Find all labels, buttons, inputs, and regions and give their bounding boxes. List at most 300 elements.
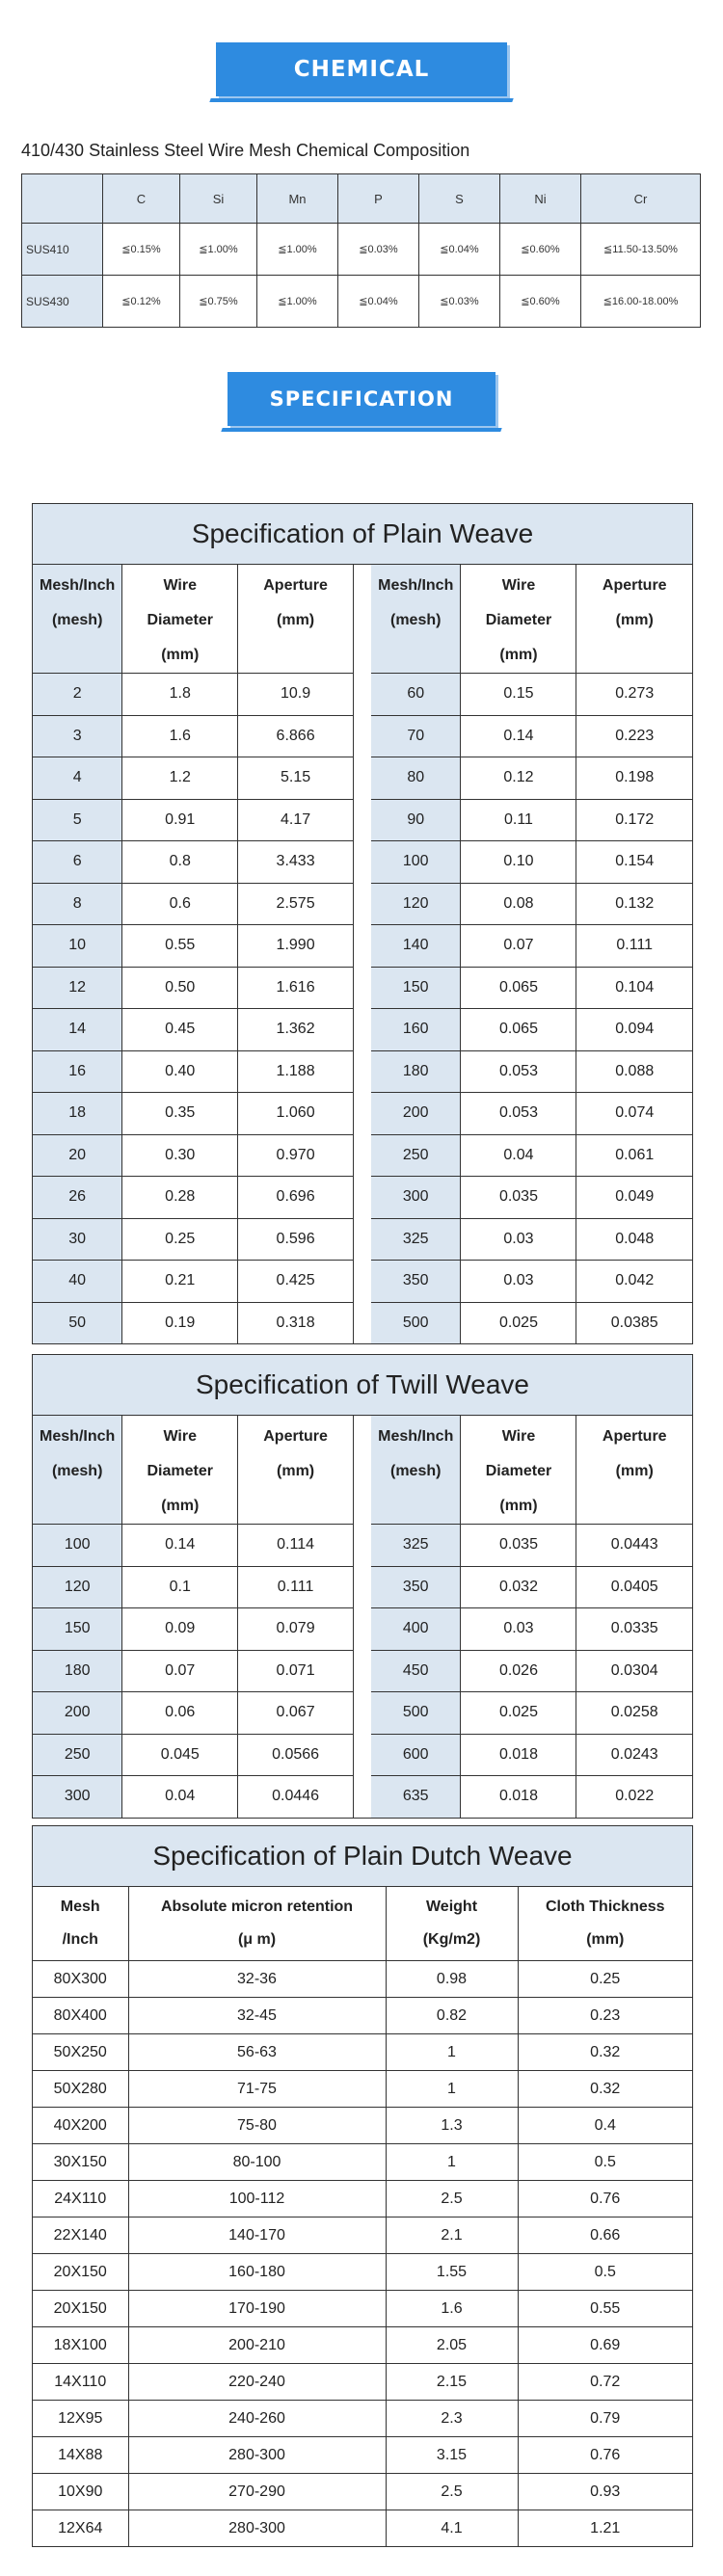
mesh-cell: 350 bbox=[371, 1261, 461, 1303]
table-row bbox=[33, 883, 354, 925]
column-header-line: (mm) bbox=[277, 1463, 315, 1479]
mesh-cell: 400 bbox=[371, 1608, 461, 1651]
column-header-line: (mesh) bbox=[51, 612, 103, 628]
table-cell: 0.76 bbox=[518, 2181, 692, 2217]
table-cell: 12X95 bbox=[33, 2401, 128, 2437]
table-row bbox=[371, 925, 692, 968]
table-cell: 0.045 bbox=[122, 1734, 238, 1776]
table-row bbox=[33, 2327, 692, 2364]
table-cell: 0.104 bbox=[576, 967, 692, 1009]
table-header-row bbox=[33, 1887, 692, 1961]
table-cell: 0.14 bbox=[461, 715, 576, 757]
table-row bbox=[371, 1608, 692, 1651]
mesh-cell: 140 bbox=[371, 925, 461, 968]
mesh-cell: 2 bbox=[33, 674, 122, 716]
table-cell: 1.6 bbox=[122, 715, 238, 757]
table-cell: 22X140 bbox=[33, 2217, 128, 2254]
column-header bbox=[518, 1887, 692, 1961]
table-cell: 0.19 bbox=[122, 1302, 238, 1343]
column-header bbox=[238, 565, 354, 674]
column-header bbox=[122, 1416, 238, 1525]
table-cell: 0.0258 bbox=[576, 1692, 692, 1735]
mesh-cell: 300 bbox=[33, 1776, 122, 1818]
table-cell: 140-170 bbox=[128, 2217, 386, 2254]
table-cell: 240-260 bbox=[128, 2401, 386, 2437]
table-row bbox=[33, 2291, 692, 2327]
table-cell: 0.079 bbox=[238, 1608, 354, 1651]
table-row bbox=[33, 967, 354, 1009]
table-cell: 0.970 bbox=[238, 1134, 354, 1177]
table-cell: 0.049 bbox=[576, 1177, 692, 1219]
column-header: Cr bbox=[581, 174, 701, 224]
table-cell: 0.03 bbox=[461, 1218, 576, 1261]
mesh-cell: 40 bbox=[33, 1261, 122, 1303]
mesh-cell: 26 bbox=[33, 1177, 122, 1219]
table-cell: 14X110 bbox=[33, 2364, 128, 2401]
mesh-cell: 200 bbox=[371, 1093, 461, 1135]
twill-weave-table-right bbox=[371, 1416, 692, 1818]
mesh-cell: 60 bbox=[371, 674, 461, 716]
table-cell: 0.15 bbox=[461, 674, 576, 716]
specification-banner: SPECIFICATION bbox=[228, 372, 495, 426]
table-row bbox=[33, 757, 354, 800]
plain-dutch-weave-section bbox=[32, 1825, 693, 2547]
table-row bbox=[22, 224, 701, 276]
mesh-cell: 8 bbox=[33, 883, 122, 925]
table-row bbox=[22, 276, 701, 328]
column-header-line: Aperture bbox=[602, 1428, 667, 1445]
table-cell: 1.060 bbox=[238, 1093, 354, 1135]
table-cell: 1.21 bbox=[518, 2510, 692, 2547]
mesh-cell: 120 bbox=[33, 1566, 122, 1608]
table-cell: 0.223 bbox=[576, 715, 692, 757]
table-cell: 56-63 bbox=[128, 2034, 386, 2071]
table-cell: 0.032 bbox=[461, 1566, 576, 1608]
column-header-line: (mm) bbox=[161, 647, 200, 663]
table-cell: 0.018 bbox=[461, 1734, 576, 1776]
table-cell: 1.362 bbox=[238, 1009, 354, 1051]
table-row bbox=[371, 1734, 692, 1776]
twill-weave-section bbox=[32, 1354, 693, 1819]
table-cell: 0.065 bbox=[461, 967, 576, 1009]
table-row bbox=[33, 2217, 692, 2254]
table-cell: 1.990 bbox=[238, 925, 354, 968]
table-row bbox=[33, 1261, 354, 1303]
table-cell: 0.55 bbox=[122, 925, 238, 968]
table-row bbox=[33, 2181, 692, 2217]
table-row bbox=[371, 883, 692, 925]
table-cell: 0.132 bbox=[576, 883, 692, 925]
column-header-line: (mm) bbox=[615, 1463, 654, 1479]
column-header bbox=[128, 1887, 386, 1961]
table-cell: 0.11 bbox=[461, 799, 576, 841]
table-cell: 1 bbox=[386, 2034, 518, 2071]
table-row bbox=[33, 1566, 354, 1608]
table-cell: 10X90 bbox=[33, 2474, 128, 2510]
table-cell: 0.10 bbox=[461, 841, 576, 884]
table-cell: 1.55 bbox=[386, 2254, 518, 2291]
table-header-row bbox=[33, 565, 354, 674]
table-cell: ≦0.04% bbox=[338, 276, 419, 328]
plain-weave-title: Specification of Plain Weave bbox=[33, 504, 692, 565]
mesh-cell: 250 bbox=[33, 1734, 122, 1776]
mesh-cell: 5 bbox=[33, 799, 122, 841]
table-cell: 30X150 bbox=[33, 2144, 128, 2181]
table-row bbox=[371, 799, 692, 841]
table-cell: 0.8 bbox=[122, 841, 238, 884]
column-header-line: (mm) bbox=[499, 1498, 538, 1514]
column-header-line: Wire bbox=[501, 1428, 536, 1445]
column-header bbox=[33, 565, 122, 674]
table-cell: ≦16.00-18.00% bbox=[581, 276, 701, 328]
column-header: P bbox=[338, 174, 419, 224]
mesh-cell: 160 bbox=[371, 1009, 461, 1051]
mesh-cell: 180 bbox=[371, 1050, 461, 1093]
table-row bbox=[33, 1734, 354, 1776]
column-header bbox=[238, 1416, 354, 1525]
table-row bbox=[33, 2071, 692, 2108]
mesh-cell: 120 bbox=[371, 883, 461, 925]
table-row bbox=[33, 2034, 692, 2071]
table-row bbox=[33, 1650, 354, 1692]
table-cell: 0.1 bbox=[122, 1566, 238, 1608]
table-cell: 0.0243 bbox=[576, 1734, 692, 1776]
table-cell: 100-112 bbox=[128, 2181, 386, 2217]
table-row bbox=[371, 674, 692, 716]
column-header bbox=[122, 565, 238, 674]
table-cell: 0.72 bbox=[518, 2364, 692, 2401]
column-header bbox=[371, 1416, 461, 1525]
table-cell: 0.074 bbox=[576, 1093, 692, 1135]
table-cell: 0.32 bbox=[518, 2034, 692, 2071]
table-row bbox=[371, 1009, 692, 1051]
table-cell: 0.053 bbox=[461, 1093, 576, 1135]
table-cell: ≦1.00% bbox=[257, 276, 338, 328]
table-cell: ≦0.03% bbox=[338, 224, 419, 276]
table-cell: 0.79 bbox=[518, 2401, 692, 2437]
table-cell: 280-300 bbox=[128, 2437, 386, 2474]
column-header-line: Aperture bbox=[263, 1428, 328, 1445]
table-cell: 0.065 bbox=[461, 1009, 576, 1051]
table-cell: 0.21 bbox=[122, 1261, 238, 1303]
table-cell: 0.053 bbox=[461, 1050, 576, 1093]
table-cell: 32-45 bbox=[128, 1998, 386, 2034]
column-header: C bbox=[103, 174, 180, 224]
column-header-line: /Inch bbox=[62, 1931, 98, 1948]
table-cell: 1 bbox=[386, 2071, 518, 2108]
table-cell: 0.0566 bbox=[238, 1734, 354, 1776]
table-cell: 0.025 bbox=[461, 1302, 576, 1343]
table-row bbox=[33, 1776, 354, 1818]
table-cell: 0.696 bbox=[238, 1177, 354, 1219]
table-cell: 0.071 bbox=[238, 1650, 354, 1692]
table-row bbox=[33, 841, 354, 884]
chemical-composition-table bbox=[21, 173, 701, 328]
table-cell: 2.3 bbox=[386, 2401, 518, 2437]
column-header-line: Diameter bbox=[147, 612, 213, 628]
table-row bbox=[33, 925, 354, 968]
plain-weave-table-right bbox=[371, 565, 692, 1343]
column-header-line: Wire bbox=[163, 1428, 197, 1445]
table-row bbox=[33, 2254, 692, 2291]
mesh-cell: 4 bbox=[33, 757, 122, 800]
table-cell: 0.93 bbox=[518, 2474, 692, 2510]
mesh-cell: 500 bbox=[371, 1302, 461, 1343]
mesh-cell: 250 bbox=[371, 1134, 461, 1177]
column-header-line: Weight bbox=[425, 1899, 478, 1915]
mesh-cell: 325 bbox=[371, 1218, 461, 1261]
column-header-line: (μ m) bbox=[237, 1931, 277, 1948]
column-header: S bbox=[419, 174, 500, 224]
table-row bbox=[371, 1650, 692, 1692]
table-cell: 0.69 bbox=[518, 2327, 692, 2364]
table-cell: 20X150 bbox=[33, 2291, 128, 2327]
mesh-cell: 12 bbox=[33, 967, 122, 1009]
table-cell: 2.575 bbox=[238, 883, 354, 925]
table-header-row bbox=[371, 1416, 692, 1525]
mesh-cell: 6 bbox=[33, 841, 122, 884]
table-header-row bbox=[33, 1416, 354, 1525]
table-cell: 0.0443 bbox=[576, 1525, 692, 1567]
column-header-line: (mesh) bbox=[51, 1463, 103, 1479]
table-row bbox=[33, 2401, 692, 2437]
table-cell: 0.022 bbox=[576, 1776, 692, 1818]
table-cell: ≦0.15% bbox=[103, 224, 180, 276]
table-row bbox=[371, 841, 692, 884]
table-row bbox=[371, 967, 692, 1009]
twill-weave-table-left bbox=[33, 1416, 354, 1818]
table-cell: 0.596 bbox=[238, 1218, 354, 1261]
column-header bbox=[371, 565, 461, 674]
column-header bbox=[33, 1887, 128, 1961]
table-cell: 220-240 bbox=[128, 2364, 386, 2401]
column-header-line: (mm) bbox=[615, 612, 654, 628]
plain-weave-section bbox=[32, 503, 693, 1344]
table-cell: 50X250 bbox=[33, 2034, 128, 2071]
table-cell: 0.82 bbox=[386, 1998, 518, 2034]
table-cell: 2.05 bbox=[386, 2327, 518, 2364]
column-header-line: Diameter bbox=[485, 1463, 552, 1479]
table-cell: 1.3 bbox=[386, 2108, 518, 2144]
table-row bbox=[33, 2474, 692, 2510]
table-cell: 80X300 bbox=[33, 1961, 128, 1998]
row-header: SUS410 bbox=[22, 224, 103, 276]
column-header-line: Mesh bbox=[60, 1899, 100, 1915]
table-row bbox=[33, 1009, 354, 1051]
table-cell: 0.5 bbox=[518, 2144, 692, 2181]
table-row bbox=[33, 1525, 354, 1567]
mesh-cell: 300 bbox=[371, 1177, 461, 1219]
column-header-line: (mesh) bbox=[390, 1463, 442, 1479]
table-cell: 0.07 bbox=[122, 1650, 238, 1692]
table-cell: 0.111 bbox=[238, 1566, 354, 1608]
mesh-cell: 200 bbox=[33, 1692, 122, 1735]
table-row bbox=[33, 2144, 692, 2181]
table-cell: 10.9 bbox=[238, 674, 354, 716]
table-cell: 0.03 bbox=[461, 1261, 576, 1303]
table-row bbox=[33, 1218, 354, 1261]
table-cell: 0.172 bbox=[576, 799, 692, 841]
table-row bbox=[371, 1566, 692, 1608]
table-cell: ≦0.12% bbox=[103, 276, 180, 328]
table-row bbox=[371, 1302, 692, 1343]
table-cell: 0.76 bbox=[518, 2437, 692, 2474]
chemical-composition-banner: CHEMICAL COMPOSITION bbox=[216, 42, 507, 96]
mesh-cell: 3 bbox=[33, 715, 122, 757]
table-cell: 32-36 bbox=[128, 1961, 386, 1998]
table-cell: 0.66 bbox=[518, 2217, 692, 2254]
table-row bbox=[33, 1302, 354, 1343]
column-header bbox=[33, 1416, 122, 1525]
table-row bbox=[33, 1093, 354, 1135]
column-header-line: Wire bbox=[163, 577, 197, 594]
table-cell: 80-100 bbox=[128, 2144, 386, 2181]
table-cell: 0.198 bbox=[576, 757, 692, 800]
column-header-line: Diameter bbox=[485, 612, 552, 628]
mesh-cell: 325 bbox=[371, 1525, 461, 1567]
table-cell: 160-180 bbox=[128, 2254, 386, 2291]
table-cell: 40X200 bbox=[33, 2108, 128, 2144]
column-header-line: (mm) bbox=[161, 1498, 200, 1514]
table-cell: 24X110 bbox=[33, 2181, 128, 2217]
table-cell: 0.07 bbox=[461, 925, 576, 968]
chemical-composition-caption: 410/430 Stainless Steel Wire Mesh Chemical Composition bbox=[21, 141, 470, 160]
table-row bbox=[371, 1776, 692, 1818]
table-cell: 4.1 bbox=[386, 2510, 518, 2547]
table-cell: 0.32 bbox=[518, 2071, 692, 2108]
mesh-cell: 150 bbox=[33, 1608, 122, 1651]
table-cell: 0.30 bbox=[122, 1134, 238, 1177]
table-row bbox=[371, 1692, 692, 1735]
mesh-cell: 70 bbox=[371, 715, 461, 757]
table-row bbox=[371, 1218, 692, 1261]
table-row bbox=[33, 1134, 354, 1177]
twill-weave-title: Specification of Twill Weave bbox=[33, 1355, 692, 1416]
table-cell: 0.0446 bbox=[238, 1776, 354, 1818]
table-row bbox=[371, 1134, 692, 1177]
table-cell: 2.15 bbox=[386, 2364, 518, 2401]
mesh-cell: 18 bbox=[33, 1093, 122, 1135]
table-cell: 0.061 bbox=[576, 1134, 692, 1177]
column-header-line: Mesh/Inch bbox=[40, 577, 116, 594]
table-cell: 0.98 bbox=[386, 1961, 518, 1998]
table-cell: 20X150 bbox=[33, 2254, 128, 2291]
plain-weave-table-left bbox=[33, 565, 354, 1343]
column-header-line: Diameter bbox=[147, 1463, 213, 1479]
column-header-line: Mesh/Inch bbox=[378, 1428, 454, 1445]
table-cell: 0.08 bbox=[461, 883, 576, 925]
table-cell: 0.0385 bbox=[576, 1302, 692, 1343]
mesh-cell: 150 bbox=[371, 967, 461, 1009]
column-header: Si bbox=[180, 174, 257, 224]
table-row bbox=[33, 799, 354, 841]
column-header-line: Mesh/Inch bbox=[40, 1428, 116, 1445]
table-cell: 0.35 bbox=[122, 1093, 238, 1135]
table-cell: 0.0335 bbox=[576, 1608, 692, 1651]
table-cell: ≦0.04% bbox=[419, 224, 500, 276]
table-cell: 170-190 bbox=[128, 2291, 386, 2327]
table-cell: 0.14 bbox=[122, 1525, 238, 1567]
column-header-line: Aperture bbox=[602, 577, 667, 594]
table-cell: 3.433 bbox=[238, 841, 354, 884]
table-row bbox=[371, 1050, 692, 1093]
mesh-cell: 20 bbox=[33, 1134, 122, 1177]
table-cell: 1 bbox=[386, 2144, 518, 2181]
table-cell: 1.6 bbox=[386, 2291, 518, 2327]
column-header bbox=[461, 1416, 576, 1525]
table-cell: 0.048 bbox=[576, 1218, 692, 1261]
table-cell: 0.425 bbox=[238, 1261, 354, 1303]
table-cell: 0.067 bbox=[238, 1692, 354, 1735]
row-header: SUS430 bbox=[22, 276, 103, 328]
table-cell: 0.088 bbox=[576, 1050, 692, 1093]
table-cell: 0.273 bbox=[576, 674, 692, 716]
table-cell: 6.866 bbox=[238, 715, 354, 757]
table-row bbox=[33, 2364, 692, 2401]
table-cell: 0.45 bbox=[122, 1009, 238, 1051]
column-header: Ni bbox=[500, 174, 581, 224]
table-cell: ≦0.60% bbox=[500, 276, 581, 328]
table-cell: 0.025 bbox=[461, 1692, 576, 1735]
table-cell: 3.15 bbox=[386, 2437, 518, 2474]
table-cell: 12X64 bbox=[33, 2510, 128, 2547]
mesh-cell: 100 bbox=[371, 841, 461, 884]
mesh-cell: 14 bbox=[33, 1009, 122, 1051]
mesh-cell: 80 bbox=[371, 757, 461, 800]
table-cell: 0.114 bbox=[238, 1525, 354, 1567]
table-row bbox=[33, 2108, 692, 2144]
mesh-cell: 500 bbox=[371, 1692, 461, 1735]
table-cell: 0.111 bbox=[576, 925, 692, 968]
table-cell: 0.04 bbox=[461, 1134, 576, 1177]
column-header: Mn bbox=[257, 174, 338, 224]
table-cell: 0.042 bbox=[576, 1261, 692, 1303]
table-row bbox=[33, 2510, 692, 2547]
column-header bbox=[576, 1416, 692, 1525]
mesh-cell: 30 bbox=[33, 1218, 122, 1261]
table-cell: ≦0.60% bbox=[500, 224, 581, 276]
table-row bbox=[33, 1998, 692, 2034]
column-header-line: (mm) bbox=[586, 1931, 625, 1948]
table-row bbox=[371, 1093, 692, 1135]
table-cell: 0.318 bbox=[238, 1302, 354, 1343]
mesh-cell: 16 bbox=[33, 1050, 122, 1093]
table-row bbox=[33, 1692, 354, 1735]
column-header-line: Mesh/Inch bbox=[378, 577, 454, 594]
table-cell: 0.12 bbox=[461, 757, 576, 800]
table-cell: 0.6 bbox=[122, 883, 238, 925]
table-row bbox=[33, 2437, 692, 2474]
table-cell: 0.018 bbox=[461, 1776, 576, 1818]
table-row bbox=[33, 1177, 354, 1219]
table-row bbox=[371, 1261, 692, 1303]
column-header bbox=[576, 565, 692, 674]
table-cell: 0.035 bbox=[461, 1525, 576, 1567]
table-cell: 0.04 bbox=[122, 1776, 238, 1818]
column-header-line: Wire bbox=[501, 577, 536, 594]
table-cell: 0.035 bbox=[461, 1177, 576, 1219]
table-cell: ≦0.03% bbox=[419, 276, 500, 328]
table-cell: 4.17 bbox=[238, 799, 354, 841]
mesh-cell: 90 bbox=[371, 799, 461, 841]
table-row bbox=[371, 715, 692, 757]
table-cell: 50X280 bbox=[33, 2071, 128, 2108]
table-cell: 0.03 bbox=[461, 1608, 576, 1651]
table-row bbox=[371, 1177, 692, 1219]
table-cell: 0.094 bbox=[576, 1009, 692, 1051]
mesh-cell: 10 bbox=[33, 925, 122, 968]
column-header-line: (mm) bbox=[499, 647, 538, 663]
